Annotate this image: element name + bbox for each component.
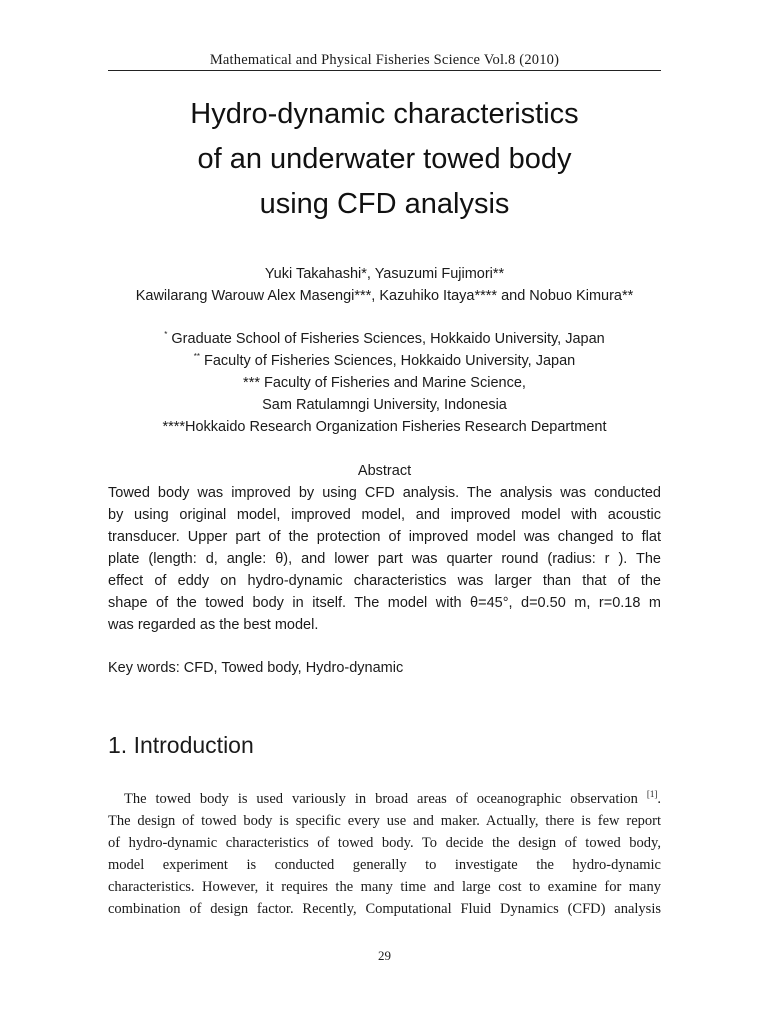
affiliation-list: [108, 328, 661, 438]
paragraph-text: The towed body is used variously in broad areas of oceanographic observation: [124, 791, 647, 807]
abstract-line: transducer. Upper part of the protection of improved model was changed to flat: [108, 529, 661, 545]
paragraph-line: characteristics. However, it requires the many time and large cost to examine for many: [108, 879, 661, 895]
author-list: [108, 263, 661, 307]
paragraph-text: .: [657, 791, 661, 807]
affiliation-line: ****Hokkaido Research Organization Fisheries Research Department: [162, 419, 607, 435]
affiliation-text: Graduate School of Fisheries Sciences, Hokkaido University, Japan: [167, 331, 605, 347]
affiliation-mark: **: [193, 352, 200, 362]
keywords: Key words: CFD, Towed body, Hydro-dynamic: [108, 660, 404, 676]
title-line: Hydro-dynamic characteristics: [190, 98, 579, 130]
affiliation-line: *** Faculty of Fisheries and Marine Science,: [243, 375, 526, 391]
title-line: using CFD analysis: [259, 188, 510, 220]
introduction-body: [108, 788, 661, 920]
abstract-line: effect of eddy on hydro-dynamic characteristics was larger than that of the: [108, 573, 661, 589]
abstract-line: Towed body was improved by using CFD analysis. The analysis was conducted: [108, 485, 661, 501]
author-line: Kawilarang Warouw Alex Masengi***, Kazuhiko Itaya**** and Nobuo Kimura**: [135, 288, 634, 304]
abstract-body: [108, 482, 661, 636]
author-line: Yuki Takahashi*, Yasuzumi Fujimori**: [264, 266, 505, 282]
abstract-line: shape of the towed body in itself. The model with θ=45°, d=0.50 m, r=0.18 m: [108, 595, 661, 611]
affiliation-mark: *: [164, 330, 168, 340]
abstract-line: plate (length: d, angle: θ), and lower part was quarter round (radius: r ). The: [108, 551, 661, 567]
abstract-line: by using original model, improved model, and improved model with acoustic: [108, 507, 661, 523]
paragraph-line: of hydro-dynamic characteristics of towed body. To decide the design of towed body,: [108, 835, 661, 851]
paragraph-line: [108, 788, 661, 810]
paragraph-line: The design of towed body is specific every use and maker. Actually, there is few report: [108, 813, 661, 829]
section-heading: 1. Introduction: [108, 732, 254, 758]
abstract-line: was regarded as the best model.: [108, 617, 319, 633]
affiliation-line: [108, 350, 661, 372]
title-line: of an underwater towed body: [197, 143, 572, 175]
affiliation-line: Sam Ratulamngi University, Indonesia: [262, 397, 507, 413]
running-header: Mathematical and Physical Fisheries Science Vol.8 (2010): [209, 52, 560, 68]
affiliation-text: Faculty of Fisheries Sciences, Hokkaido University, Japan: [199, 353, 576, 369]
paragraph-line: model experiment is conducted generally to investigate the hydro-dynamic: [108, 857, 661, 873]
abstract-heading: Abstract: [357, 463, 412, 479]
page-number: 29: [378, 948, 391, 963]
header-rule: [108, 70, 661, 71]
paragraph-line: combination of design factor. Recently, Computational Fluid Dynamics (CFD) analysis: [108, 901, 661, 917]
paper-title: [108, 92, 661, 227]
affiliation-line: [108, 328, 661, 350]
citation-marker[interactable]: [1]: [646, 789, 658, 800]
